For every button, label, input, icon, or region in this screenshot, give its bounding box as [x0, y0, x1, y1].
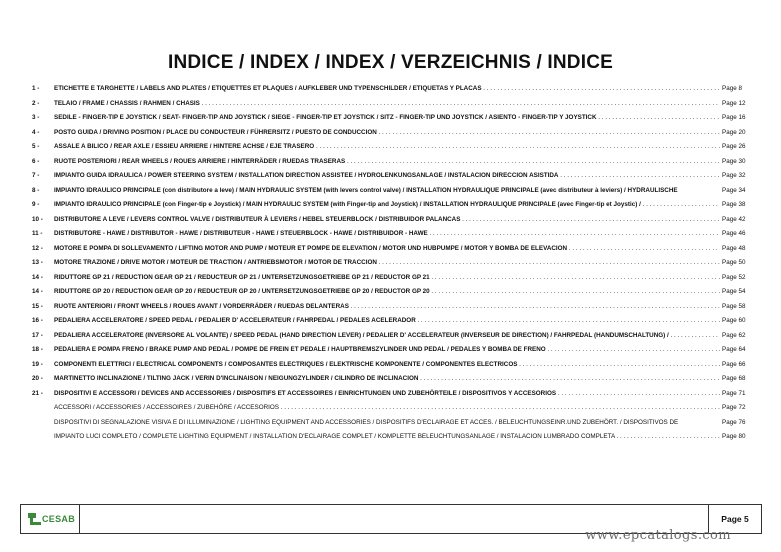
toc-entry-title: IMPIANTO IDRAULICO PRINCIPALE (con distributore a leve) / MAIN HYDRAULIC SYSTEM (with levers control valve) / INSTALLATION HYDRAULIQUE PRINCIPALE (avec distributeur à leviers) / HYDRAULISCHE — [54, 186, 678, 194]
toc-entry-page: Page 80 — [722, 433, 746, 440]
toc-entry-title: IMPIANTO GUIDA IDRAULICA / POWER STEERING SYSTEM / INSTALLATION DIRECTION ASSISTEE / HYDROLENKUNGSANLAGE / INSTALACION DIRECCION ASISTIDA . . . — [54, 169, 720, 184]
toc-entry-title: IMPIANTO LUCI COMPLETO / COMPLETE LIGHTING EQUIPMENT / INSTALLATION D'ECLAIRAGE COMPLET / KOMPLETTE BELEUCHTUNGSANLAGE / INSTALACION LUMBRADO COMPLETA . . . — [54, 430, 720, 445]
toc-entry-number: 7 - — [32, 172, 40, 179]
toc-entry-number: 8 - — [32, 186, 40, 194]
toc-entry[interactable] — [32, 97, 754, 112]
toc-entry-title: RIDUTTORE GP 21 / REDUCTION GEAR GP 21 / REDUCTEUR GP 21 / UNTERSETZUNGSGETRIEBE GP 21 / REDUCTOR GP 21 . . . — [54, 271, 720, 286]
toc-entry[interactable] — [32, 271, 754, 286]
toc-entry[interactable] — [32, 111, 754, 126]
toc-entry[interactable] — [32, 300, 754, 315]
toc-entry[interactable] — [32, 256, 754, 271]
toc-entry-page: Page 48 — [722, 244, 746, 252]
toc-entry-number: 21 - — [32, 389, 43, 397]
page-number: Page 5 — [708, 505, 761, 533]
toc-entry[interactable] — [32, 184, 754, 199]
toc-entry-page: Page 62 — [722, 331, 746, 339]
toc-entry-title: POSTO GUIDA / DRIVING POSITION / PLACE DU CONDUCTEUR / FÜHRERSITZ / PUESTO DE CONDUCCION . . . — [54, 126, 720, 141]
toc-entry[interactable] — [32, 285, 754, 300]
toc-entry-title: MOTORE E POMPA DI SOLLEVAMENTO / LIFTING MOTOR AND PUMP / MOTEUR ET POMPE DE ELEVATION / MOTOR UND HUBPUMPE / MOTOR Y BOMBA DE ELEVACION . . . — [54, 242, 720, 257]
toc-entry-page: Page 20 — [722, 128, 746, 136]
toc-entry-title: MARTINETTO INCLINAZIONE / TILTING JACK / VERIN D'INCLINAISON / NEIGUNGZYLINDER / CILINDRO DE INCLINACION . . . — [54, 372, 720, 387]
toc-entry-number: 4 - — [32, 128, 40, 136]
toc-entry-page: Page 52 — [722, 273, 746, 281]
toc-entry-title: ASSALE A BILICO / REAR AXLE / ESSIEU ARRIERE / HINTERE ACHSE / EJE TRASERO . . . — [54, 140, 720, 155]
toc-entry[interactable] — [32, 155, 754, 170]
page-title: INDICE / INDEX / INDEX / VERZEICHNIS / INDICE — [167, 52, 613, 73]
watermark: www.epcatalogs.com — [585, 528, 731, 543]
toc-entry[interactable] — [32, 140, 754, 155]
toc-entry-title: ACCESSORI / ACCESSORIES / ACCESSOIRES / ZUBEHÖRE / ACCESORIOS . . . — [54, 401, 720, 416]
toc-entry-title: DISTRIBUTORE - HAWE / DISTRIBUTOR - HAWE / DISTRIBUTEUR - HAWE / STEUERBLOCK - HAWE / DISTRIBUIDOR - HAWE . . . — [54, 227, 720, 242]
toc-entry[interactable] — [32, 387, 754, 402]
toc-entry-number: 10 - — [32, 215, 43, 223]
toc-entry-page: Page 64 — [722, 346, 746, 353]
logo-text: CESAB — [42, 514, 76, 524]
toc-entry-page: Page 71 — [722, 389, 746, 397]
toc-entry[interactable] — [32, 126, 754, 141]
toc-entry[interactable] — [32, 401, 754, 416]
toc-entry-page: Page 50 — [722, 259, 746, 266]
toc-entry-number: 3 - — [32, 114, 40, 121]
toc-entry-title: DISTRIBUTORE A LEVE / LEVERS CONTROL VALVE / DISTRIBUTEUR À LEVIERS / HEBEL STEUERBLOCK / DISTRIBUIDOR PALANCAS . . . — [54, 213, 720, 228]
toc-entry-number: 18 - — [32, 346, 43, 353]
toc-entry-title: IMPIANTO IDRAULICO PRINCIPALE (con Finger-tip e Joystick) / MAIN HYDRAULIC SYSTEM (with Finger-tip and Joystick) / INSTALLATION HYDRAULIQUE PRINCIPALE (avec Finger-tip et Joystic) / . . . — [54, 198, 720, 213]
toc-entry-page: Page 68 — [722, 375, 746, 382]
toc-entry[interactable] — [32, 372, 754, 387]
toc-entry-page: Page 34 — [722, 186, 746, 194]
toc-entry-number: 1 - — [32, 85, 40, 92]
toc-entry-number: 20 - — [32, 375, 43, 382]
toc-entry[interactable] — [32, 329, 754, 344]
toc-entry-title: DISPOSITIVI DI SEGNALAZIONE VISIVA E DI ILLUMINAZIONE / LIGHTING EQUIPMENT AND ACCESSORIES / DISPOSITIFS D'ECLAIRAGE ET ACCES. / BELEUCHTUNGSEINR.UND ZUBEHÖRT. / DISPOSITIVOS DE — [54, 418, 679, 426]
cesab-logo-icon — [27, 511, 43, 527]
toc-entry-title: MOTORE TRAZIONE / DRIVE MOTOR / MOTEUR DE TRACTION / ANTRIEBSMOTOR / MOTOR DE TRACCION . . . — [54, 256, 720, 271]
toc-entry[interactable] — [32, 169, 754, 184]
toc-entry-page: Page 8 — [722, 85, 742, 92]
toc-entry-title: SEDILE - FINGER-TIP E JOYSTICK / SEAT- FINGER-TIP AND JOYSTICK / SIEGE - FINGER-TIP ET JOYSTICK / SITZ - FINGER-TIP UND JOYSTICK / ASIENTO - FINGER-TIP Y JOYSTICK . . . — [54, 111, 720, 126]
table-of-contents — [32, 82, 754, 445]
toc-entry-title: RIDUTTORE GP 20 / REDUCTION GEAR GP 20 / REDUCTEUR GP 20 / UNTERSETZUNGSGETRIEBE GP 20 / REDUCTOR GP 20 . . . — [54, 285, 720, 300]
toc-entry-number: 2 - — [32, 99, 40, 107]
toc-entry-page: Page 60 — [722, 317, 746, 324]
toc-entry-page: Page 12 — [722, 99, 746, 107]
toc-entry[interactable] — [32, 213, 754, 228]
toc-entry-page: Page 72 — [722, 404, 746, 411]
toc-entry-number: 9 - — [32, 201, 40, 208]
toc-entry[interactable] — [32, 82, 754, 97]
logo-cell — [21, 505, 80, 533]
toc-entry-title: RUOTE POSTERIORI / REAR WHEELS / ROUES ARRIERE / HINTERRÄDER / RUEDAS TRASERAS . . . — [54, 155, 720, 170]
toc-entry-title: TELAIO / FRAME / CHASSIS / RAHMEN / CHASIS . . . — [54, 97, 720, 112]
toc-entry-number: 14 - — [32, 288, 43, 295]
toc-entry-title: RUOTE ANTERIORI / FRONT WHEELS / ROUES AVANT / VORDERRÄDER / RUEDAS DELANTERAS . . . — [54, 300, 720, 315]
toc-entry-number: 16 - — [32, 317, 43, 324]
toc-entry-page: Page 46 — [722, 230, 746, 237]
toc-entry[interactable] — [32, 227, 754, 242]
toc-entry-page: Page 32 — [722, 172, 746, 179]
toc-entry-page: Page 26 — [722, 143, 746, 150]
toc-entry-number: 14 - — [32, 273, 43, 281]
toc-entry[interactable] — [32, 314, 754, 329]
toc-entry-number: 6 - — [32, 157, 40, 165]
toc-entry-number: 17 - — [32, 331, 43, 339]
toc-entry[interactable] — [32, 343, 754, 358]
toc-entry[interactable] — [32, 430, 754, 445]
toc-entry-title: DISPOSITIVI E ACCESSORI / DEVICES AND ACCESSORIES / DISPOSITIFS ET ACCESSOIRES / EINRICHTUNGEN UND ZUBEHÖRTEILE / DISPOSITIVOS Y ACCESORIOS . . . — [54, 387, 720, 402]
toc-entry-page: Page 66 — [722, 360, 746, 368]
toc-entry[interactable] — [32, 198, 754, 213]
toc-entry[interactable] — [32, 242, 754, 257]
toc-entry-page: Page 42 — [722, 215, 746, 223]
toc-entry-title: PEDALIERA ACCELERATORE (INVERSORE AL VOLANTE) / SPEED PEDAL (HAND DIRECTION LEVER) / PEDALIER D' ACCELERATEUR (INVERSEUR DE DIRECTION) / FAHRPEDAL (HANDUMSCHALTUNG) / . . . — [54, 329, 720, 344]
toc-entry-number: 19 - — [32, 360, 43, 368]
toc-entry-number: 15 - — [32, 302, 43, 310]
toc-entry-page: Page 54 — [722, 288, 746, 295]
toc-entry-title: ETICHETTE E TARGHETTE / LABELS AND PLATES / ETIQUETTES ET PLAQUES / AUFKLEBER UND TYPENSCHILDER / ETIQUETAS Y PLACAS . . . — [54, 82, 720, 97]
toc-entry-page: Page 58 — [722, 302, 746, 310]
toc-entry-page: Page 38 — [722, 201, 746, 208]
toc-entry[interactable] — [32, 358, 754, 373]
toc-entry-page: Page 30 — [722, 157, 746, 165]
toc-entry-number: 5 - — [32, 143, 40, 150]
toc-entry-page: Page 16 — [722, 114, 746, 121]
toc-entry-number: 13 - — [32, 259, 43, 266]
toc-entry-title: COMPONENTI ELETTRICI / ELECTRICAL COMPONENTS / COMPOSANTES ELECTRIQUES / ELEKTRISCHE KOMPONENTE / COMPONENTES ELECTRICOS . . . — [54, 358, 720, 373]
toc-entry-number: 11 - — [32, 230, 43, 237]
toc-entry[interactable] — [32, 416, 754, 431]
toc-entry-page: Page 76 — [722, 418, 746, 426]
toc-entry-number: 12 - — [32, 244, 43, 252]
toc-entry-title: PEDALIERA ACCELERATORE / SPEED PEDAL / PEDALIER D' ACCELERATEUR / FAHRPEDAL / PEDALES ACELERADOR . . . — [54, 314, 720, 329]
toc-entry-title: PEDALIERA E POMPA FRENO / BRAKE PUMP AND PEDAL / POMPE DE FREIN ET PEDALE / HAUPTBREMSZYLINDER UND PEDAL / PEDALES Y BOMBA DE FRENO . . . — [54, 343, 720, 358]
